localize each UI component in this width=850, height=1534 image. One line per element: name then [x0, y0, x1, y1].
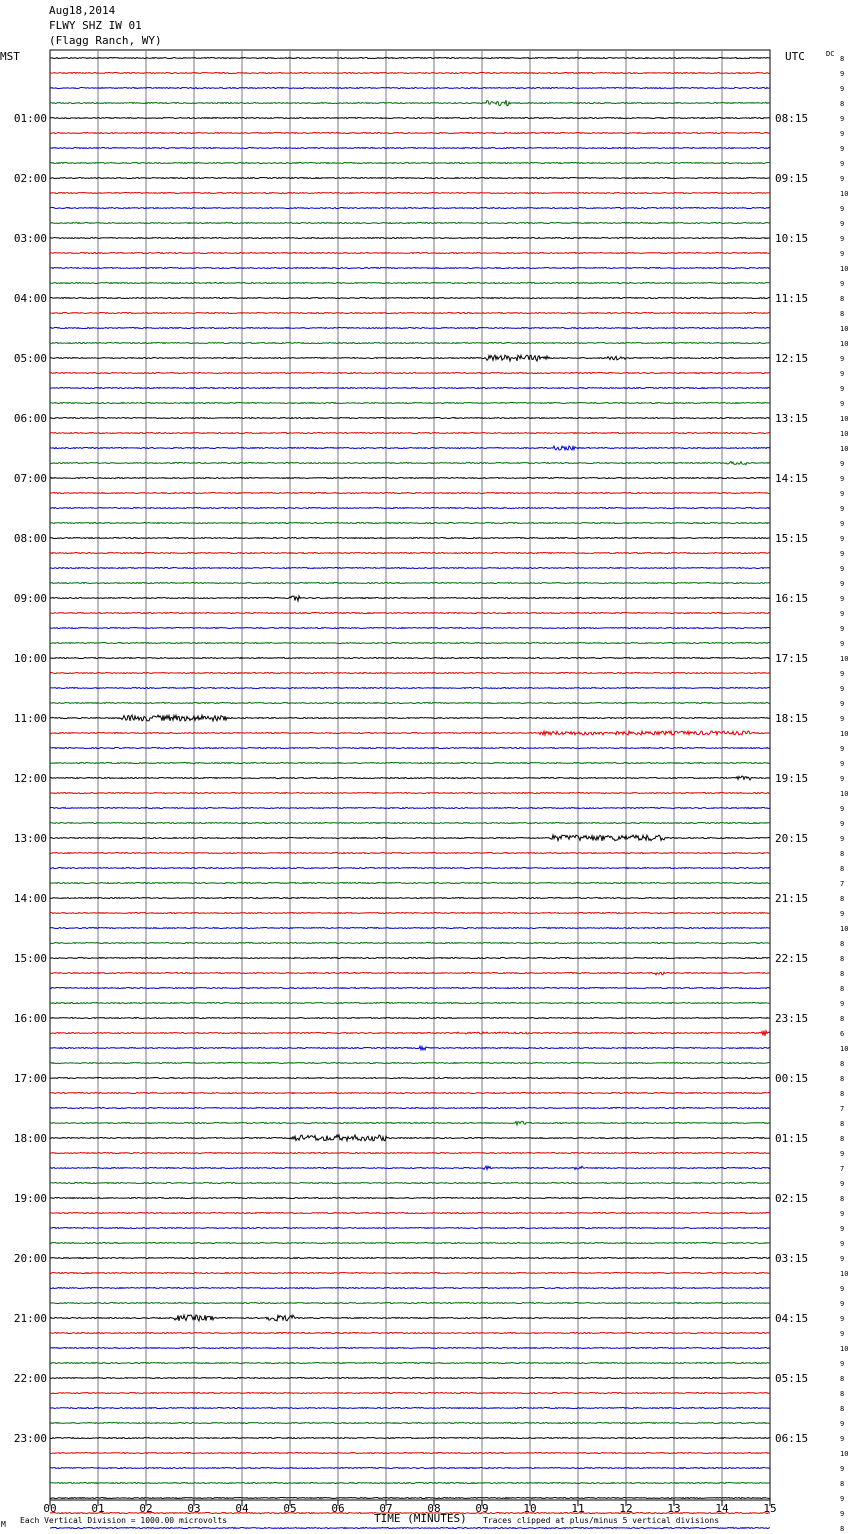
dc-column-title: DC: [826, 50, 835, 58]
trace-line: [50, 372, 770, 373]
dc-value: 10: [840, 1270, 849, 1278]
trace-line: [50, 1227, 770, 1228]
x-tick-label: 00: [43, 1502, 57, 1515]
dc-value: 9: [840, 1465, 845, 1473]
x-tick-label: 12: [619, 1502, 633, 1515]
dc-value: 10: [840, 340, 849, 348]
dc-value: 9: [840, 1420, 845, 1428]
dc-value: 7: [840, 880, 845, 888]
trace-line: [50, 312, 770, 313]
utc-hour-label: 06:15: [775, 1432, 809, 1445]
mst-hour-label: 21:00: [13, 1312, 47, 1325]
trace-line: [50, 657, 770, 658]
trace-line: [50, 355, 770, 361]
dc-value: 8: [840, 1060, 845, 1068]
trace-line: [50, 177, 770, 178]
trace-line: [50, 852, 770, 853]
utc-hour-label: 05:15: [775, 1372, 809, 1385]
dc-value: 9: [840, 1300, 845, 1308]
utc-hour-label: 22:15: [775, 952, 809, 965]
x-tick-label: 03: [187, 1502, 201, 1515]
utc-hour-label: 04:15: [775, 1312, 809, 1325]
dc-value: 9: [840, 1180, 845, 1188]
trace-line: [50, 1527, 770, 1528]
trace-line: [50, 612, 770, 613]
dc-value: 9: [840, 550, 845, 558]
dc-value: 8: [840, 940, 845, 948]
dc-value: 8: [840, 1195, 845, 1203]
trace-line: [50, 537, 770, 538]
trace-line: [50, 731, 770, 735]
trace-line: [50, 762, 770, 763]
utc-hour-label: 09:15: [775, 172, 809, 185]
dc-value: 10: [840, 190, 849, 198]
dc-value: 10: [840, 1450, 849, 1458]
trace-line: [50, 1362, 770, 1363]
dc-value: 9: [840, 70, 845, 78]
scale-note: Each Vertical Division = 1000.00 microvolts: [20, 1516, 228, 1525]
dc-value: 9: [840, 1510, 845, 1518]
dc-value: 9: [840, 910, 845, 918]
dc-value: 10: [840, 445, 849, 453]
x-tick-label: 09: [475, 1502, 489, 1515]
trace-line: [50, 897, 770, 898]
trace-line: [50, 687, 770, 688]
dc-value: 8: [840, 1120, 845, 1128]
trace-line: [50, 627, 770, 628]
mst-axis-title: MST: [0, 50, 20, 63]
trace-line: [50, 192, 770, 193]
trace-line: [50, 1242, 770, 1243]
dc-value: 10: [840, 655, 849, 663]
trace-line: [50, 327, 770, 328]
utc-hour-label: 15:15: [775, 532, 809, 545]
dc-value: 8: [840, 1015, 845, 1023]
utc-hour-label: 19:15: [775, 772, 809, 785]
dc-value: 9: [840, 595, 845, 603]
x-tick-label: 04: [235, 1502, 249, 1515]
dc-value: 10: [840, 1045, 849, 1053]
utc-hour-label: 01:15: [775, 1132, 809, 1145]
x-tick-label: 05: [283, 1502, 297, 1515]
dc-value: 8: [840, 985, 845, 993]
dc-value: 8: [840, 895, 845, 903]
trace-line: [50, 1077, 770, 1078]
dc-value: 9: [840, 775, 845, 783]
trace-line: [50, 582, 770, 583]
trace-line: [50, 792, 770, 793]
trace-line: [50, 672, 770, 673]
dc-value: 10: [840, 1345, 849, 1353]
dc-value: 8: [840, 970, 845, 978]
dc-value: 9: [840, 130, 845, 138]
mst-hour-label: 07:00: [13, 472, 47, 485]
trace-line: [50, 1347, 770, 1348]
trace-line: [50, 147, 770, 148]
dc-value: 9: [840, 805, 845, 813]
trace-line: [50, 446, 770, 450]
utc-hour-label: 03:15: [775, 1252, 809, 1265]
trace-line: [50, 522, 770, 523]
dc-value: 9: [840, 1435, 845, 1443]
trace-line: [50, 972, 770, 975]
trace-line: [50, 1212, 770, 1213]
trace-line: [50, 1166, 770, 1169]
trace-line: [50, 87, 770, 88]
trace-line: [50, 1452, 770, 1453]
dc-value: 9: [840, 145, 845, 153]
dc-value: 9: [840, 1285, 845, 1293]
mst-hour-label: 01:00: [13, 112, 47, 125]
trace-line: [50, 1031, 770, 1036]
trace-line: [50, 432, 770, 433]
trace-line: [50, 987, 770, 988]
dc-value: 7: [840, 1165, 845, 1173]
x-tick-label: 06: [331, 1502, 345, 1515]
trace-line: [50, 715, 770, 721]
mst-hour-label: 03:00: [13, 232, 47, 245]
dc-value: 9: [840, 610, 845, 618]
trace-line: [50, 1107, 770, 1108]
utc-hour-label: 13:15: [775, 412, 809, 425]
dc-value: 8: [840, 865, 845, 873]
mst-hour-label: 22:00: [13, 1372, 47, 1385]
x-tick-label: 01: [91, 1502, 105, 1515]
x-axis-title: TIME (MINUTES): [374, 1512, 467, 1525]
dc-value: 10: [840, 925, 849, 933]
mst-hour-label: 14:00: [13, 892, 47, 905]
mst-hour-label: 11:00: [13, 712, 47, 725]
dc-value: 9: [840, 685, 845, 693]
trace-line: [50, 1092, 770, 1093]
dc-value: 9: [840, 250, 845, 258]
dc-value: 9: [840, 1315, 845, 1323]
trace-line: [50, 387, 770, 388]
dc-value: 9: [840, 160, 845, 168]
utc-hour-label: 14:15: [775, 472, 809, 485]
mst-hour-label: 08:00: [13, 532, 47, 545]
mst-hour-label: 18:00: [13, 1132, 47, 1145]
trace-line: [50, 957, 770, 958]
dc-value: 8: [840, 850, 845, 858]
utc-hour-label: 20:15: [775, 832, 809, 845]
x-tick-label: 11: [571, 1502, 585, 1515]
utc-hour-label: 17:15: [775, 652, 809, 665]
dc-value: 8: [840, 1090, 845, 1098]
dc-value: 9: [840, 115, 845, 123]
trace-line: [50, 282, 770, 283]
dc-value: 9: [840, 1330, 845, 1338]
mst-hour-label: 06:00: [13, 412, 47, 425]
trace-line: [50, 1467, 770, 1468]
trace-line: [50, 1407, 770, 1408]
dc-value: 9: [840, 580, 845, 588]
x-tick-label: 02: [139, 1502, 153, 1515]
dc-value: 9: [840, 1000, 845, 1008]
utc-hour-label: 10:15: [775, 232, 809, 245]
dc-value: 9: [840, 1495, 845, 1503]
trace-line: [50, 552, 770, 553]
mst-hour-label: 17:00: [13, 1072, 47, 1085]
trace-line: [50, 507, 770, 508]
dc-value: 9: [840, 490, 845, 498]
dc-value: 9: [840, 640, 845, 648]
trace-line: [50, 1392, 770, 1393]
dc-value: 10: [840, 730, 849, 738]
mst-hour-label: 02:00: [13, 172, 47, 185]
trace-line: [50, 402, 770, 403]
x-tick-label: 13: [667, 1502, 681, 1515]
x-tick-label: 07: [379, 1502, 393, 1515]
dc-value: 9: [840, 1240, 845, 1248]
mst-hour-label: 05:00: [13, 352, 47, 365]
dc-value: 9: [840, 1255, 845, 1263]
recording-date: Aug18,2014: [49, 4, 116, 17]
trace-line: [50, 1332, 770, 1333]
trace-line: [50, 1152, 770, 1153]
utc-hour-label: 11:15: [775, 292, 809, 305]
trace-line: [50, 132, 770, 133]
dc-value: 9: [840, 535, 845, 543]
dc-value: 9: [840, 520, 845, 528]
trace-line: [50, 776, 770, 780]
trace-line: [50, 237, 770, 238]
trace-line: [50, 1302, 770, 1303]
dc-value: 9: [840, 505, 845, 513]
trace-line: [50, 72, 770, 73]
dc-value: 8: [840, 55, 845, 63]
utc-hour-label: 16:15: [775, 592, 809, 605]
trace-line: [50, 252, 770, 253]
dc-value: 8: [840, 1405, 845, 1413]
mst-hour-label: 19:00: [13, 1192, 47, 1205]
x-tick-label: 15: [763, 1502, 777, 1515]
utc-hour-label: 08:15: [775, 112, 809, 125]
trace-line: [50, 942, 770, 943]
trace-line: [50, 822, 770, 823]
utc-axis-title: UTC: [785, 50, 805, 63]
station-code: FLWY SHZ IW 01: [49, 19, 142, 32]
trace-line: [50, 1272, 770, 1273]
trace-line: [50, 747, 770, 748]
trace-line: [50, 1287, 770, 1288]
time-labels: [14, 55, 849, 1534]
dc-value: 9: [840, 565, 845, 573]
trace-line: [50, 596, 770, 601]
dc-value: 10: [840, 430, 849, 438]
dc-value: 8: [840, 1135, 845, 1143]
mst-hour-label: 10:00: [13, 652, 47, 665]
mst-hour-label: 20:00: [13, 1252, 47, 1265]
trace-line: [50, 1497, 770, 1498]
trace-line: [50, 492, 770, 493]
dc-value: 9: [840, 235, 845, 243]
trace-line: [50, 807, 770, 808]
trace-line: [50, 1017, 770, 1018]
trace-line: [50, 461, 770, 464]
mst-hour-label: 23:00: [13, 1432, 47, 1445]
trace-line: [50, 867, 770, 868]
x-tick-label: 10: [523, 1502, 537, 1515]
dc-value: 9: [840, 355, 845, 363]
trace-line: [50, 927, 770, 928]
trace-line: [50, 417, 770, 418]
station-location: (Flagg Ranch, WY): [49, 34, 162, 47]
trace-line: [50, 342, 770, 343]
dc-value: 9: [840, 400, 845, 408]
dc-value: 9: [840, 835, 845, 843]
dc-value: 8: [840, 1525, 845, 1533]
dc-value: 9: [840, 175, 845, 183]
dc-value: 9: [840, 1225, 845, 1233]
corner-mark: M: [1, 1520, 6, 1529]
dc-value: 8: [840, 1075, 845, 1083]
dc-value: 10: [840, 325, 849, 333]
trace-line: [50, 835, 770, 841]
dc-value: 9: [840, 1360, 845, 1368]
trace-line: [50, 222, 770, 223]
trace-line: [50, 267, 770, 268]
dc-value: 9: [840, 820, 845, 828]
dc-value: 9: [840, 280, 845, 288]
trace-line: [50, 1182, 770, 1183]
dc-value: 10: [840, 790, 849, 798]
trace-line: [50, 912, 770, 913]
dc-value: 10: [840, 415, 849, 423]
trace-line: [50, 1437, 770, 1438]
dc-value: 9: [840, 220, 845, 228]
dc-value: 9: [840, 625, 845, 633]
dc-value: 9: [840, 745, 845, 753]
dc-value: 9: [840, 475, 845, 483]
trace-line: [50, 117, 770, 118]
trace-line: [50, 207, 770, 208]
x-tick-label: 08: [427, 1502, 441, 1515]
utc-hour-label: 21:15: [775, 892, 809, 905]
trace-line: [50, 477, 770, 478]
dc-value: 9: [840, 205, 845, 213]
dc-value: 9: [840, 460, 845, 468]
dc-value: 7: [840, 1105, 845, 1113]
trace-line: [50, 57, 770, 58]
dc-value: 8: [840, 955, 845, 963]
trace-line: [50, 100, 770, 106]
trace-line: [50, 1002, 770, 1003]
dc-value: 9: [840, 385, 845, 393]
trace-line: [50, 1121, 770, 1125]
dc-value: 8: [840, 1480, 845, 1488]
dc-value: 8: [840, 310, 845, 318]
utc-hour-label: 00:15: [775, 1072, 809, 1085]
dc-value: 9: [840, 700, 845, 708]
dc-value: 8: [840, 1390, 845, 1398]
dc-value: 9: [840, 715, 845, 723]
trace-line: [50, 1046, 770, 1050]
utc-hour-label: 23:15: [775, 1012, 809, 1025]
trace-line: [50, 1482, 770, 1483]
trace-line: [50, 882, 770, 883]
trace-line: [50, 1062, 770, 1063]
dc-value: 9: [840, 760, 845, 768]
dc-value: 9: [840, 370, 845, 378]
clip-note: Traces clipped at plus/minus 5 vertical divisions: [483, 1516, 720, 1525]
trace-line: [50, 162, 770, 163]
trace-line: [50, 1135, 770, 1141]
trace-group: [50, 57, 770, 1534]
mst-hour-label: 12:00: [13, 772, 47, 785]
dc-value: 9: [840, 1210, 845, 1218]
dc-value: 6: [840, 1030, 845, 1038]
trace-line: [50, 1315, 770, 1321]
trace-line: [50, 297, 770, 298]
dc-value: 9: [840, 670, 845, 678]
utc-hour-label: 02:15: [775, 1192, 809, 1205]
x-tick-label: 14: [715, 1502, 729, 1515]
trace-line: [50, 567, 770, 568]
dc-value: 8: [840, 1375, 845, 1383]
trace-line: [50, 702, 770, 703]
trace-line: [50, 1377, 770, 1378]
trace-line: [50, 1257, 770, 1258]
mst-hour-label: 09:00: [13, 592, 47, 605]
dc-value: 9: [840, 85, 845, 93]
trace-line: [50, 1422, 770, 1423]
mst-hour-label: 16:00: [13, 1012, 47, 1025]
dc-value: 10: [840, 265, 849, 273]
trace-line: [50, 642, 770, 643]
trace-line: [50, 1197, 770, 1198]
utc-hour-label: 18:15: [775, 712, 809, 725]
dc-value: 9: [840, 1150, 845, 1158]
utc-hour-label: 12:15: [775, 352, 809, 365]
mst-hour-label: 04:00: [13, 292, 47, 305]
dc-value: 8: [840, 295, 845, 303]
dc-value: 8: [840, 100, 845, 108]
mst-hour-label: 15:00: [13, 952, 47, 965]
mst-hour-label: 13:00: [13, 832, 47, 845]
